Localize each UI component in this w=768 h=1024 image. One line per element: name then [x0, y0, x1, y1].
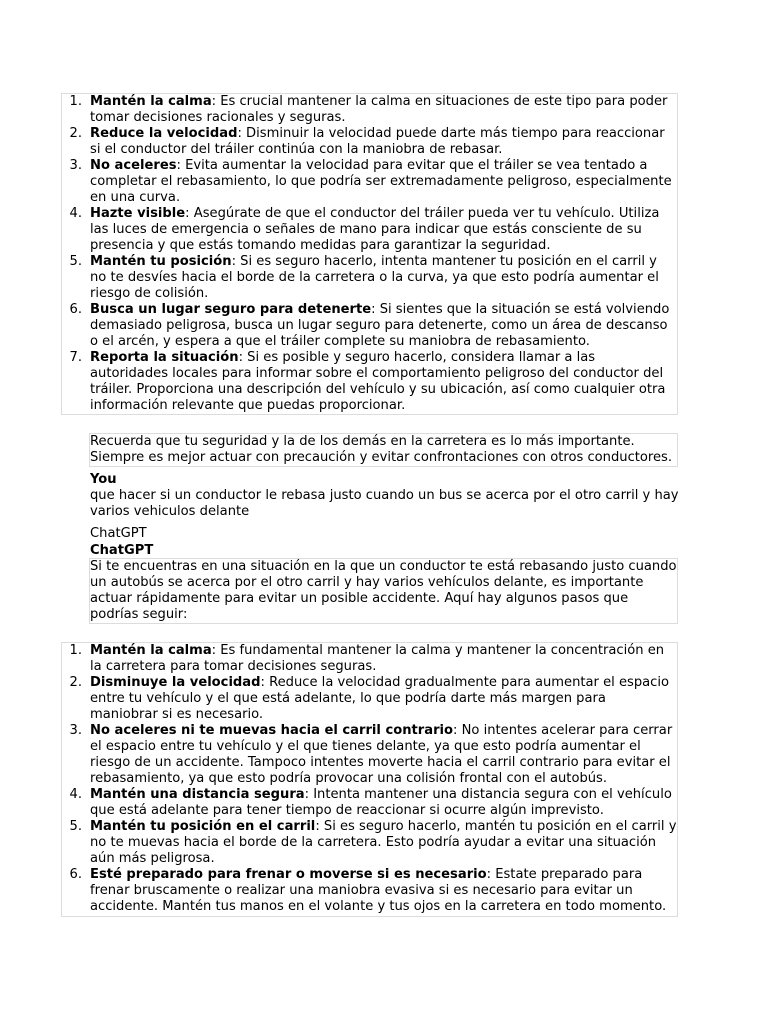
list-number: 6.	[69, 867, 82, 882]
list-item-text: : No intentes acelerar para cerrar el espacio entre tu vehículo y el que tienes delante, ya que esto podría aumentar el riesgo de un accidente. Tampoco intentes moverte hacia el carril contrario para evitar el rebasamiento, ya que esto podría provocar una colisión frontal con el autobús.	[90, 723, 673, 786]
assistant-label-bold: ChatGPT	[90, 543, 154, 558]
list-item-text: : Si es posible y seguro hacerlo, considera llamar a las autoridades locales para informar sobre el comportamiento peligroso del conductor del tráiler. Proporciona una descripción del vehículo y su ubicación, así como cualquier otra información relevante que puedas proporcionar.	[90, 350, 666, 413]
list-item-text: : Intenta mantener una distancia segura con el vehículo que está adelante para tener tiempo de reaccionar si ocurre algún imprevisto.	[90, 787, 672, 818]
list-item-title: Mantén la calma	[90, 94, 212, 109]
list-item	[69, 254, 677, 302]
list-number: 6.	[69, 302, 82, 317]
list-item-text: : Si es seguro hacerlo, mantén tu posición en el carril y no te muevas hacia el borde de la carretera. Esto podría ayudar a evitar una situación aún más peligrosa.	[90, 819, 677, 866]
list-item-text: : Si sientes que la situación se está volviendo demasiado peligrosa, busca un lugar seguro para detenerte, como un área de descanso o el arcén, y espera a que el tráiler complete su maniobra de rebasamiento.	[90, 302, 670, 349]
list-number: 2.	[69, 126, 82, 141]
user-message-block	[90, 472, 680, 520]
intro-paragraph: Si te encuentras en una situación en la que un conductor te está rebasando justo cuando un autobús se acerca por el otro carril y hay varios vehículos delante, es importante actuar rápidamente para evitar un posible accidente. Aquí hay algunos pasos que podrías seguir:	[90, 559, 677, 622]
list-number: 2.	[69, 675, 82, 690]
list-item	[69, 206, 677, 254]
list-item	[69, 126, 677, 158]
assistant-label-block	[90, 526, 390, 559]
list-item-text: : Reduce la velocidad gradualmente para aumentar el espacio entre tu vehículo y el que está adelante, lo que podría darte más margen para maniobrar si es necesario.	[90, 675, 670, 722]
list-item	[69, 302, 677, 350]
list-item	[69, 723, 677, 787]
list-item-text: : Si es seguro hacerlo, intenta mantener tu posición en el carril y no te desvíes hacia el borde de la carretera o la curva, ya que esto podría aumentar el riesgo de colisión.	[90, 254, 659, 301]
list-item	[69, 675, 677, 723]
list-item-title: Mantén tu posición	[90, 254, 232, 269]
list-number: 1.	[69, 643, 82, 658]
user-label: You	[90, 472, 117, 487]
list-item-title: No aceleres ni te muevas hacia el carril contrario	[90, 723, 454, 738]
list-item-title: Mantén tu posición en el carril	[90, 819, 316, 834]
list-item-text: : Es fundamental mantener la calma y mantener la concentración en la carretera para tomar decisiones seguras.	[90, 643, 665, 674]
tips-list-1	[61, 93, 678, 415]
list-item	[69, 158, 677, 206]
list-item-text: : Es crucial mantener la calma en situaciones de este tipo para poder tomar decisiones racionales y seguras.	[90, 94, 668, 125]
list-item	[69, 819, 677, 867]
user-message: que hacer si un conductor le rebasa justo cuando un bus se acerca por el otro carril y hay varios vehiculos delante	[90, 488, 679, 519]
list-item-title: Busca un lugar seguro para detenerte	[90, 302, 372, 317]
ordered-list	[62, 94, 677, 414]
list-item	[69, 94, 677, 126]
list-item-title: Disminuye la velocidad	[90, 675, 261, 690]
list-number: 5.	[69, 254, 82, 269]
list-number: 5.	[69, 819, 82, 834]
list-number: 4.	[69, 206, 82, 221]
list-item-title: Mantén una distancia segura	[90, 787, 305, 802]
closing-paragraph-box	[89, 433, 678, 467]
list-item-text: : Estate preparado para frenar bruscamente o realizar una maniobra evasiva si es necesario para evitar un accidente. Mantén tus manos en el volante y tus ojos en la carretera en todo momento.	[90, 867, 667, 914]
assistant-label-plain: ChatGPT	[90, 526, 147, 541]
list-item-title: Esté preparado para frenar o moverse si es necesario	[90, 867, 487, 882]
ordered-list	[62, 643, 677, 915]
list-item-title: Mantén la calma	[90, 643, 212, 658]
list-number: 4.	[69, 787, 82, 802]
tips-list-2	[61, 642, 678, 917]
closing-paragraph: Recuerda que tu seguridad y la de los demás en la carretera es lo más importante. Siempre es mejor actuar con precaución y evitar confrontaciones con otros conductores.	[90, 434, 673, 465]
list-number: 7.	[69, 350, 82, 365]
list-item	[69, 643, 677, 675]
list-item-text: : Asegúrate de que el conductor del tráiler pueda ver tu vehículo. Utiliza las luces de emergencia o señales de mano para indicar que estás consciente de su presencia y que estás tomando medidas para garantizar la seguridad.	[90, 206, 660, 253]
list-item	[69, 350, 677, 414]
list-number: 3.	[69, 158, 82, 173]
intro-paragraph-box	[89, 558, 678, 624]
list-item-title: Reduce la velocidad	[90, 126, 238, 141]
list-item-title: No aceleres	[90, 158, 177, 173]
list-item-text: : Evita aumentar la velocidad para evitar que el tráiler se vea tentado a completar el rebasamiento, lo que podría ser extremadamente peligroso, especialmente en una curva.	[90, 158, 672, 205]
list-item	[69, 867, 677, 915]
list-item-title: Reporta la situación	[90, 350, 239, 365]
list-item-title: Hazte visible	[90, 206, 186, 221]
list-number: 3.	[69, 723, 82, 738]
list-number: 1.	[69, 94, 82, 109]
list-item	[69, 787, 677, 819]
list-item-text: : Disminuir la velocidad puede darte más tiempo para reaccionar si el conductor del tráiler continúa con la maniobra de rebasar.	[90, 126, 665, 157]
